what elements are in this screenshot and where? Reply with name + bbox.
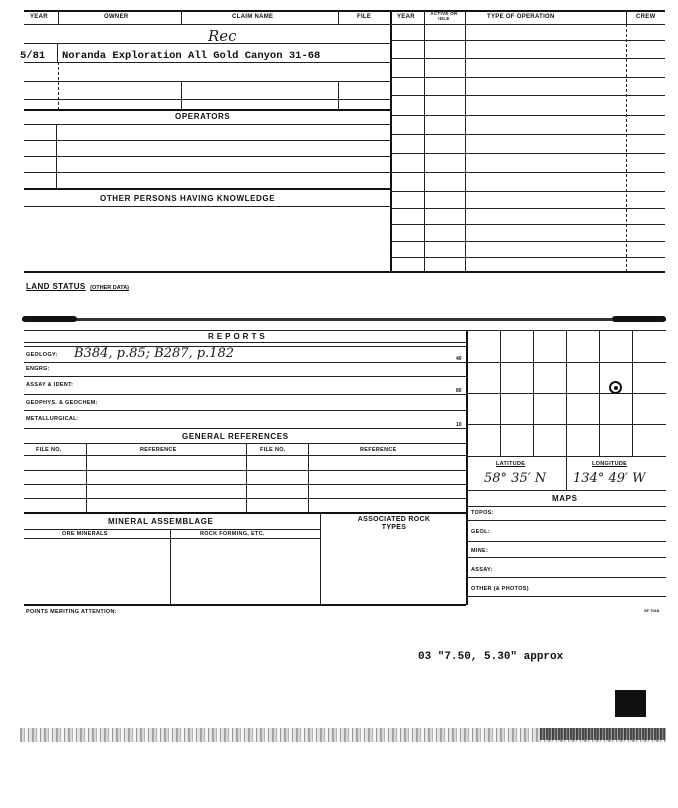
- maps-assay-label: ASSAY:: [471, 567, 493, 573]
- maps-topos-label: TOPOS:: [471, 510, 494, 516]
- report-metallurgical-label: METALLURGICAL:: [26, 416, 79, 422]
- mineral-assemblage-title: MINERAL ASSEMBLAGE: [108, 517, 214, 526]
- reports-title: REPORTS: [208, 332, 268, 341]
- report-metallurgical-num: 10: [456, 422, 462, 428]
- report-assay-label: ASSAY & IDENT:: [26, 382, 74, 388]
- report-geology-num: 40: [456, 356, 462, 362]
- maps-mine-label: MINE:: [471, 548, 489, 554]
- report-geology-value: B384, p.85; B287, p.182: [74, 346, 235, 361]
- ref-file-no-header: FILE NO.: [36, 447, 62, 453]
- rock-forming-label: ROCK FORMING, ETC.: [200, 531, 265, 537]
- land-status-label: LAND STATUS: [26, 282, 86, 291]
- maps-label: MAPS: [552, 494, 578, 503]
- ref-reference-header: REFERENCE: [140, 447, 177, 453]
- entry-year: 5/81: [20, 50, 46, 62]
- maps-geol-label: GEOL:: [471, 529, 490, 535]
- longitude-value: 134° 49′ W: [573, 471, 646, 486]
- scan-block: [615, 690, 646, 717]
- ref-file-no-2-header: FILE NO.: [260, 447, 286, 453]
- header-type-of-operation: TYPE OF OPERATION: [487, 14, 555, 20]
- smudge-band: [22, 318, 666, 321]
- ore-minerals-label: ORE MINERALS: [62, 531, 108, 537]
- points-meriting-attention: POINTS MERITING ATTENTION:: [26, 609, 117, 615]
- maps-other-label: OTHER (& PHOTOS): [471, 586, 529, 592]
- longitude-label: LONGITUDE: [592, 461, 628, 467]
- operators-label: OPERATORS: [175, 112, 231, 121]
- report-assay-num: 80: [456, 388, 462, 394]
- latitude-value: 58° 35′ N: [484, 471, 547, 486]
- location-marker-icon: [609, 381, 622, 394]
- report-engrg-label: ENGRG:: [26, 366, 50, 372]
- smudge-left: [22, 316, 77, 322]
- form-number: SF 7018: [644, 608, 660, 613]
- header-year: YEAR: [30, 14, 48, 20]
- scan-noise-dark: [540, 728, 666, 740]
- general-references-title: GENERAL REFERENCES: [182, 432, 289, 441]
- smudge-right: [612, 316, 666, 322]
- associated-rock-types: ASSOCIATED ROCK TYPES: [357, 516, 431, 531]
- header-year-2: YEAR: [397, 14, 415, 20]
- entry-owner-claim: Noranda Exploration All Gold Canyon 31-68: [62, 50, 321, 62]
- ref-reference-2-header: REFERENCE: [360, 447, 397, 453]
- header-claim-name: CLAIM NAME: [232, 14, 274, 20]
- typed-note: 03 "7.50, 5.30" approx: [418, 651, 564, 663]
- latitude-label: LATITUDE: [496, 461, 526, 467]
- handwritten-rec-note: Rec: [208, 27, 237, 45]
- report-geology-label: GEOLOGY:: [26, 352, 58, 358]
- header-crew: CREW: [636, 14, 656, 20]
- header-active-or-idle: ACTIVE OR IDLE: [430, 11, 458, 21]
- header-file: FILE: [357, 14, 372, 20]
- land-status: [26, 276, 129, 294]
- land-status-sub: (OTHER DATA): [90, 285, 130, 291]
- header-owner: OWNER: [104, 14, 129, 20]
- report-geophys-label: GEOPHYS. & GEOCHEM:: [26, 400, 98, 406]
- other-persons-label: OTHER PERSONS HAVING KNOWLEDGE: [100, 194, 276, 203]
